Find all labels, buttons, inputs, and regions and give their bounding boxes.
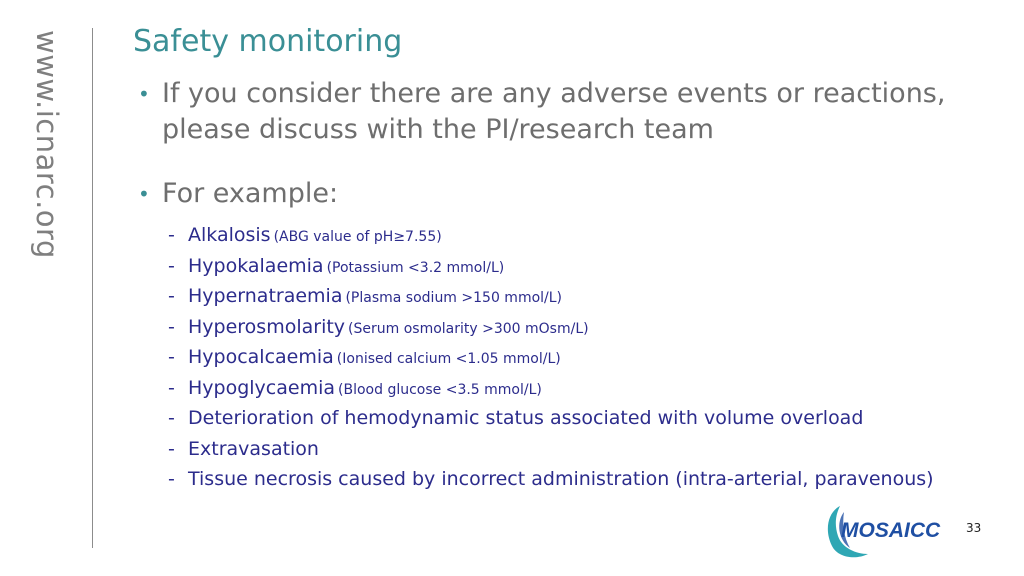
example-term: Deterioration of hemodynamic status associated with volume overload	[188, 407, 864, 429]
example-term: Hypokalaemia	[188, 254, 324, 277]
mosaicc-logo	[826, 502, 951, 560]
example-note: (Plasma sodium >150 mmol/L)	[345, 290, 563, 306]
examples-list	[168, 220, 934, 495]
list-item	[168, 434, 934, 465]
dash-icon: -	[168, 437, 175, 460]
list-item	[168, 220, 934, 251]
bullet-icon: •	[138, 182, 150, 206]
page-number: 33	[966, 521, 982, 535]
vertical-divider	[92, 28, 93, 548]
bullet-icon: •	[138, 82, 150, 106]
list-item	[168, 373, 934, 404]
example-term: Hypoglycaemia	[188, 376, 336, 399]
dash-icon: -	[168, 346, 175, 368]
example-term: Hypernatraemia	[188, 285, 343, 307]
bullet-text: For example:	[162, 178, 339, 209]
logo-text: MOSAICC	[841, 519, 941, 542]
example-note: (Serum osmolarity >300 mOsm/L)	[348, 320, 589, 337]
list-item	[168, 312, 934, 343]
dash-icon: -	[168, 315, 175, 338]
dash-icon: -	[168, 407, 175, 429]
bullet-for-example	[138, 176, 962, 212]
example-term: Alkalosis	[188, 224, 271, 246]
example-note: (ABG value of pH≥7.55)	[273, 229, 442, 245]
list-item	[168, 342, 934, 373]
slide-title: Safety monitoring	[133, 24, 403, 59]
example-term: Hypocalcaemia	[188, 346, 334, 368]
example-note: (Ionised calcium <1.05 mmol/L)	[336, 351, 561, 367]
example-term: Extravasation	[188, 437, 319, 460]
dash-icon: -	[168, 254, 175, 277]
list-item	[168, 251, 934, 282]
dash-icon: -	[168, 224, 175, 246]
dash-icon: -	[168, 468, 175, 490]
example-term: Hyperosmolarity	[188, 315, 346, 338]
side-url: www.icnarc.org	[30, 30, 64, 259]
dash-icon: -	[168, 285, 175, 307]
list-item	[168, 464, 934, 495]
bullet-consider	[138, 76, 962, 148]
example-term: Tissue necrosis caused by incorrect administration (intra-arterial, paravenous)	[188, 468, 934, 490]
dash-icon: -	[168, 376, 175, 399]
example-note: (Blood glucose <3.5 mmol/L)	[338, 381, 542, 398]
list-item	[168, 281, 934, 312]
list-item	[168, 403, 934, 434]
example-note: (Potassium <3.2 mmol/L)	[326, 259, 505, 276]
bullet-text: If you consider there are any adverse events or reactions, please discuss with the PI/research team	[162, 78, 946, 145]
